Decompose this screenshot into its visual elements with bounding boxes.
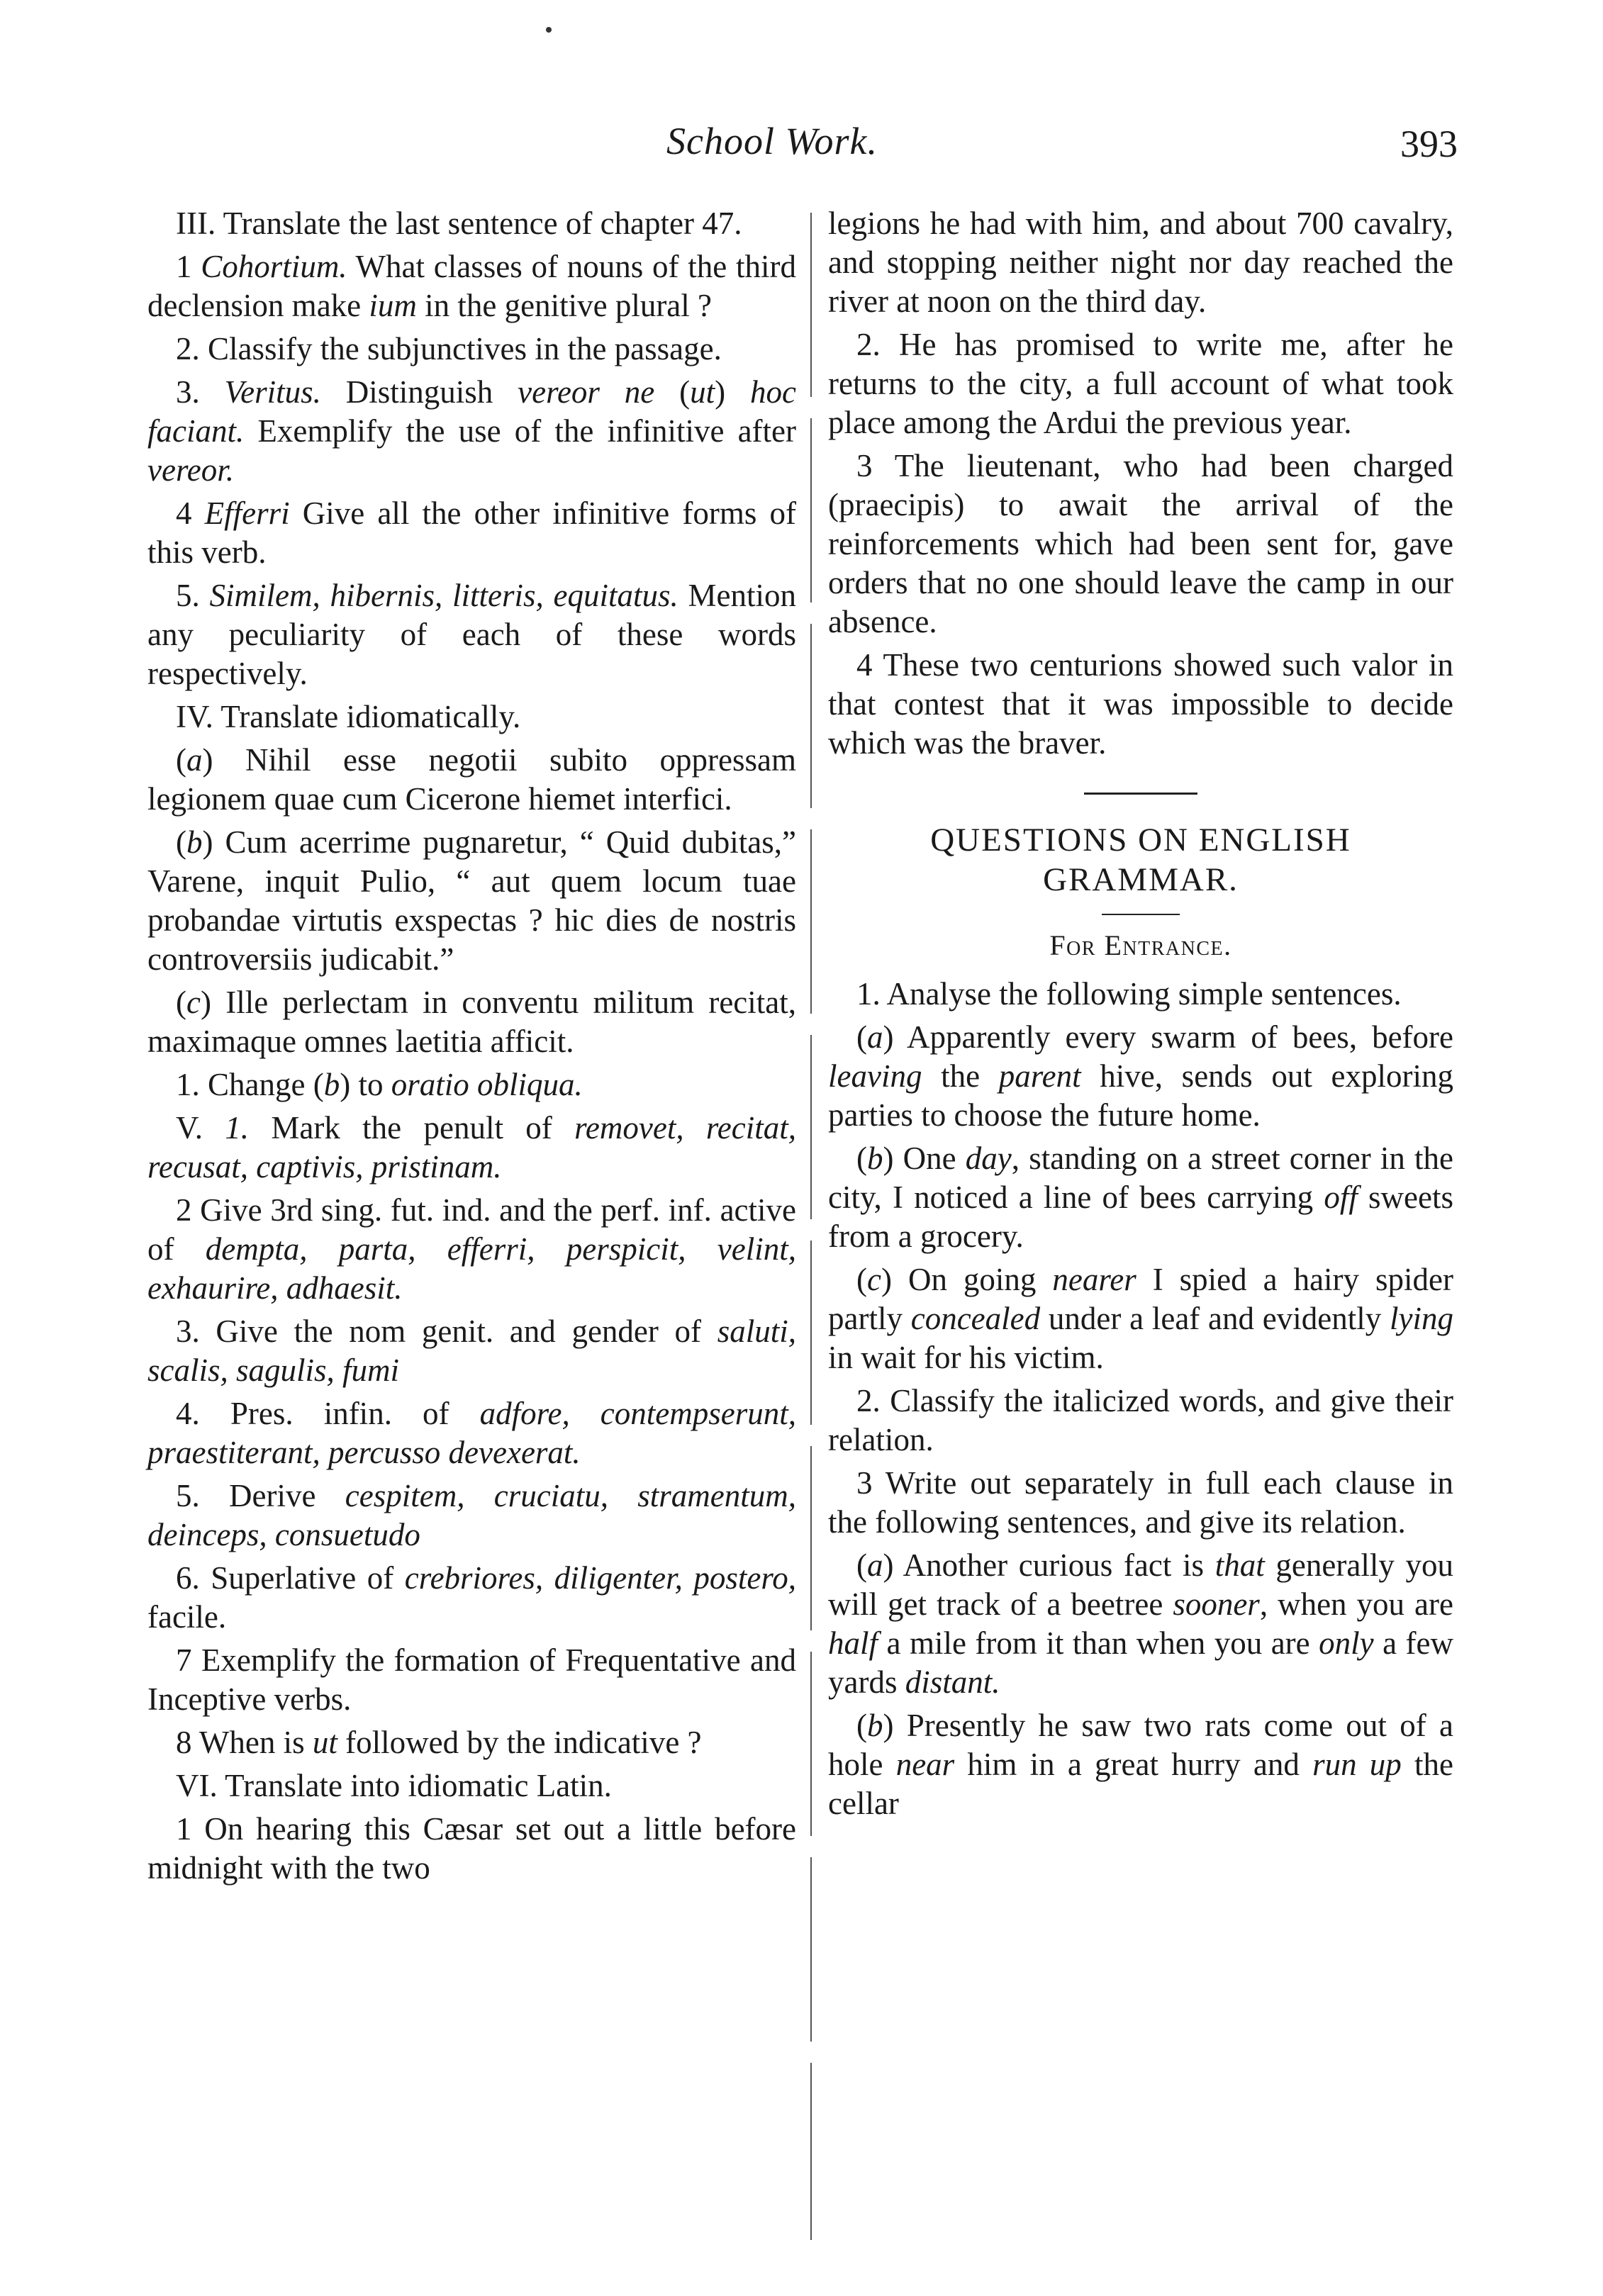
paragraph-r12: (b) Presently he saw two rats come out of a hole near him in a great hurry and run up the cellar xyxy=(828,1708,1454,1821)
paragraph-l12: V. 1. Mark the penult of removet, recitat, recusat, captivis, pristinam. xyxy=(147,1110,796,1185)
paragraph-l5: 4 Efferri Give all the other infinitive forms of this verb. xyxy=(147,495,796,570)
paragraph-l4: 3. Veritus. Distinguish vereor ne (ut) hoc faciant. Exemplify the use of the infinitive after vereor. xyxy=(147,374,796,488)
running-head xyxy=(0,119,1603,176)
paragraph-l9: (b) Cum acerrime pugnaretur, “ Quid dubitas,” Varene, inquit Pulio, “ aut quem locum tuae probandae virtutis exspectas ? hic dies de nostris controversiis judicabit.” xyxy=(147,824,796,977)
paragraph-l16: 5. Derive cespitem, cruciatu, stramentum, deinceps, consuetudo xyxy=(147,1478,796,1552)
print-speck xyxy=(546,27,552,33)
paragraph-r4: 4 These two centurions showed such valor in that contest that it was impossible to decide which was the braver. xyxy=(828,647,1453,761)
column-divider xyxy=(810,213,812,2240)
paragraph-l3: 2. Classify the subjunctives in the passage. xyxy=(176,331,722,366)
heading-rule xyxy=(1102,914,1180,915)
section-subheading: For Entrance. xyxy=(1049,929,1232,961)
paragraph-r3: 3 The lieutenant, who had been charged (praecipis) to await the arrival of the reinforcements which had been sent for, gave orders that no one should leave the camp in our absence. xyxy=(828,448,1453,639)
paragraph-r10: 3 Write out separately in full each clause in the following sentences, and give its relation. xyxy=(828,1465,1453,1540)
paragraph-r1: legions he had with him, and about 700 cavalry, and stopping neither night nor day reached the river at noon on the third day. xyxy=(828,206,1453,319)
paragraph-l7: IV. Translate idiomatically. xyxy=(176,699,521,734)
paragraph-l11: 1. Change (b) to oratio obliqua. xyxy=(176,1067,583,1102)
paragraph-l10: (c) Ille perlectam in conventu militum recitat, maximaque omnes laetitia afficit. xyxy=(147,985,796,1059)
paragraph-l21: 1 On hearing this Cæsar set out a little before midnight with the two xyxy=(147,1811,796,1886)
running-title: School Work. xyxy=(666,120,878,162)
paragraph-l14: 3. Give the nom genit. and gender of saluti, scalis, sagulis, fumi xyxy=(147,1314,796,1388)
paragraph-l2: 1 Cohortium. What classes of nouns of the third declension make ium in the genitive plural ? xyxy=(147,249,797,323)
left-column xyxy=(147,200,796,1888)
right-column xyxy=(828,200,1453,1823)
paragraph-l15: 4. Pres. infin. of adfore, contempserunt, praestiterant, percusso devexerat. xyxy=(147,1396,796,1470)
paragraph-l6: 5. Similem, hibernis, litteris, equitatus. Mention any peculiarity of each of these words respectively. xyxy=(147,578,797,691)
paragraph-l13: 2 Give 3rd sing. fut. ind. and the perf. inf. active of dempta, parta, efferri, perspicit, velint, exhaurire, adhaesit. xyxy=(147,1192,796,1306)
paragraph-l20: VI. Translate into idiomatic Latin. xyxy=(176,1768,612,1803)
paragraph-r8: (c) On going nearer I spied a hairy spider partly concealed under a leaf and evidently lying in wait for his victim. xyxy=(828,1262,1453,1375)
paragraph-r11: (a) Another curious fact is that generally you will get track of a beetree sooner, when you are half a mile from it than when you are only a few yards distant. xyxy=(828,1547,1453,1700)
paragraph-r7: (b) One day, standing on a street corner in the city, I noticed a line of bees carrying off sweets from a grocery. xyxy=(828,1141,1453,1254)
right-column-questions xyxy=(828,975,1453,1823)
section-heading-line-1: QUESTIONS ON ENGLISH xyxy=(930,822,1351,858)
section-heading-line-2: GRAMMAR. xyxy=(1043,861,1239,898)
paragraph-r9: 2. Classify the italicized words, and give their relation. xyxy=(828,1383,1453,1457)
section-rule xyxy=(1084,793,1197,795)
paragraph-l1: III. Translate the last sentence of chapter 47. xyxy=(176,206,742,241)
right-column-exercises xyxy=(828,204,1453,763)
paragraph-r6: (a) Apparently every swarm of bees, before leaving the parent hive, sends out exploring parties to choose the future home. xyxy=(828,1019,1453,1133)
paragraph-r5: 1. Analyse the following simple sentences. xyxy=(856,976,1402,1012)
paragraph-l8: (a) Nihil esse negotii subito oppressam legionem quae cum Cicerone hiemet interfici. xyxy=(147,742,796,817)
paragraph-l17: 6. Superlative of crebriores, diligenter, postero, facile. xyxy=(147,1560,796,1635)
paragraph-l18: 7 Exemplify the formation of Frequentative and Inceptive verbs. xyxy=(147,1642,796,1717)
paragraph-l19: 8 When is ut followed by the indicative ? xyxy=(176,1725,702,1760)
paragraph-r2: 2. He has promised to write me, after he returns to the city, a full account of what took place among the Ardui the previous year. xyxy=(828,327,1453,440)
page-number: 393 xyxy=(1400,123,1458,165)
